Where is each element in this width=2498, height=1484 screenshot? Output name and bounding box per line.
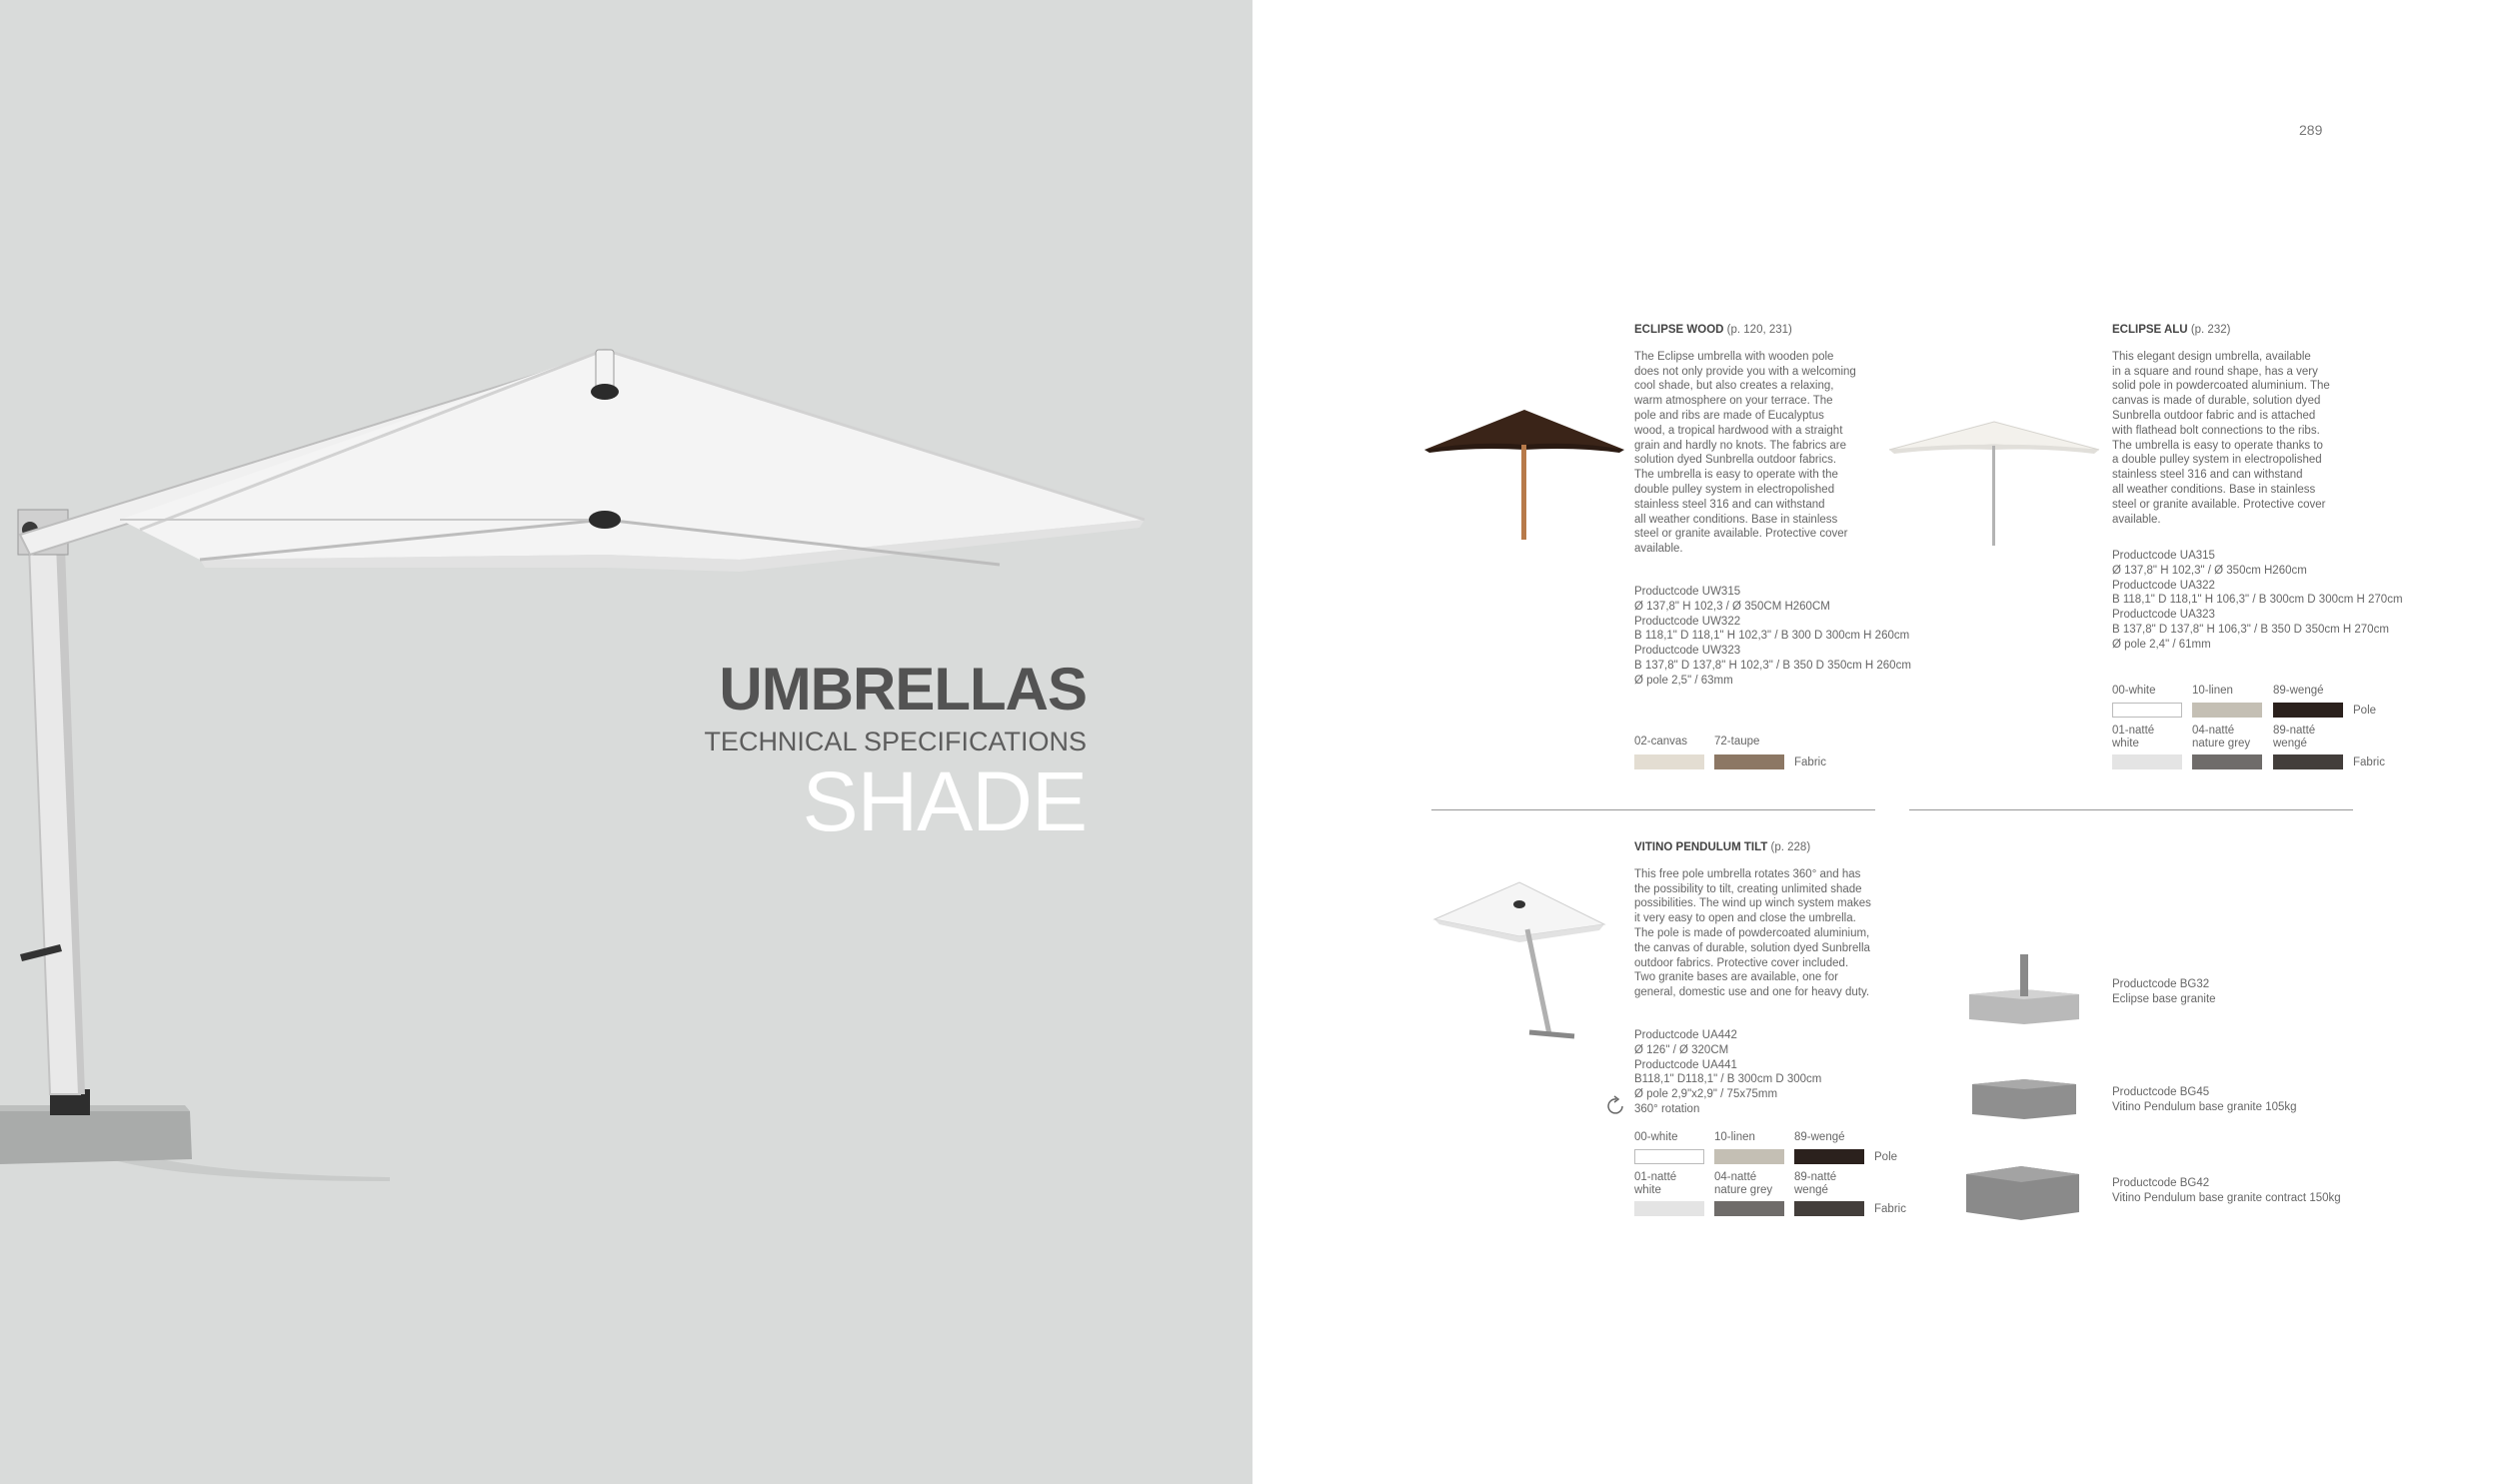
base-bg42-name: Vitino Pendulum base granite contract 150kg	[2112, 1191, 2341, 1204]
hero-title: UMBRELLAS	[719, 656, 1087, 723]
vitino-fabric-swatch-white	[1634, 1201, 1704, 1216]
page-number: 289	[2299, 122, 2323, 138]
eclipse-wood-fabric-label: Fabric	[1794, 756, 1826, 768]
vitino-fabric-swatch-wenge	[1794, 1201, 1864, 1216]
base-bg45-text	[2112, 1085, 2412, 1115]
base-bg45-name: Vitino Pendulum base granite 105kg	[2112, 1100, 2297, 1113]
vitino-pole-swatch-label-1: 10-linen	[1714, 1131, 1755, 1143]
eclipse-wood-fabric-swatch-taupe	[1714, 754, 1784, 769]
vitino-pole-swatch-linen	[1714, 1149, 1784, 1164]
eclipse-alu-fabric-swatch-label-0: 01-natté white	[2112, 725, 2155, 749]
vitino-fabric-swatch-label-0: 01-natté white	[1634, 1171, 1677, 1196]
eclipse-wood-name: ECLIPSE WOOD	[1634, 324, 1724, 336]
base-bg32-name: Eclipse base granite	[2112, 992, 2216, 1005]
base-bg45-code: Productcode BG45	[2112, 1086, 2210, 1098]
base-bg42-code: Productcode BG42	[2112, 1177, 2210, 1189]
eclipse-alu-pole-swatch-wenge	[2273, 703, 2343, 718]
hero-title-block	[704, 656, 1087, 848]
eclipse-alu-pole-swatch-linen	[2192, 703, 2262, 718]
vitino-description: This free pole umbrella rotates 360° and has the possibility to tilt, creating unlimited shade possibilities. The wind up winch system makes it very easy to open and close the umbrella. The pole is made of powdercoated aluminium, the canvas of durable, solution dyed Sunbrella outdoor fabrics. Protective cover included. Two granite bases are available, one for general, domestic use and one for heavy duty.	[1634, 867, 1871, 999]
vitino-name: VITINO PENDULUM TILT	[1634, 841, 1768, 853]
vitino-pole-label: Pole	[1874, 1151, 1898, 1163]
base-bg32-text	[2112, 977, 2412, 1007]
section-divider-left	[1431, 809, 1875, 810]
base-bg42-text	[2112, 1176, 2452, 1206]
eclipse-wood-codes: Productcode UW315 Ø 137,8" H 102,3 / Ø 350CM H260CM Productcode UW322 B 118,1" D 118,1" H 102,3" / B 300 D 300cm H 260cm Productcode UW323 B 137,8" D 137,8" H 102,3" / B 350 D 350cm H 260cm Ø pole 2,5" / 63mm	[1634, 586, 1911, 687]
base-bg32-code: Productcode BG32	[2112, 978, 2210, 990]
vitino-codes: Productcode UA442 Ø 126" / Ø 320CM Productcode UA441 B118,1" D118,1" / B 300cm D 300cm Ø pole 2,9"x2,9" / 75x75mm 360° rotation	[1634, 1029, 1822, 1115]
eclipse-alu-name: ECLIPSE ALU	[2112, 324, 2188, 336]
rotation-icon	[1605, 1095, 1627, 1117]
eclipse-alu-umbrella-image	[1884, 410, 2104, 550]
eclipse-alu-pole-swatch-label-1: 10-linen	[2192, 685, 2233, 697]
vitino-fabric-swatch-nature-grey	[1714, 1201, 1784, 1216]
eclipse-alu-pages: (p. 232)	[2190, 324, 2231, 336]
eclipse-wood-umbrella-image	[1414, 405, 1634, 545]
vitino-pole-swatch-wenge	[1794, 1149, 1864, 1164]
vitino-pole-swatch-label-0: 00-white	[1634, 1131, 1678, 1143]
eclipse-alu-fabric-swatch-label-1: 04-natté nature grey	[2192, 725, 2251, 749]
section-divider-right	[1909, 809, 2353, 810]
eclipse-alu-fabric-swatch-wenge	[2273, 754, 2343, 769]
vitino-umbrella-image	[1429, 874, 1609, 1044]
eclipse-alu-text	[2112, 323, 2412, 527]
eclipse-alu-pole-swatch-label-0: 00-white	[2112, 685, 2156, 697]
vitino-pole-swatch-white	[1634, 1149, 1704, 1164]
eclipse-alu-fabric-swatch-white	[2112, 754, 2182, 769]
eclipse-alu-fabric-label: Fabric	[2353, 756, 2385, 768]
eclipse-wood-fabric-swatch-canvas	[1634, 754, 1704, 769]
eclipse-wood-pages: (p. 120, 231)	[1726, 324, 1792, 336]
base-bg42-image	[1961, 1154, 2086, 1224]
base-bg32-image	[1964, 949, 2084, 1029]
hero-section: SHADE	[802, 753, 1087, 848]
hero-subtitle: TECHNICAL SPECIFICATIONS	[704, 727, 1087, 756]
eclipse-alu-pole-swatch-label-2: 89-wengé	[2273, 685, 2324, 697]
eclipse-alu-description: This elegant design umbrella, available in a square and round shape, has a very solid pole in powdercoated aluminium. The canvas is made of durable, solution dyed Sunbrella outdoor fabric and is attached with flathead bolt connections to the ribs. The umbrella is easy to operate thanks to a double pulley system in electropolished stainless steel 316 and can withstand all weather conditions. Base in stainless steel or granite available. Protective cover available.	[2112, 350, 2330, 526]
vitino-text	[1634, 840, 1934, 1000]
vitino-fabric-label: Fabric	[1874, 1203, 1906, 1215]
eclipse-alu-fabric-swatch-label-2: 89-natté wengé	[2273, 725, 2316, 749]
vitino-pole-swatch-label-2: 89-wengé	[1794, 1131, 1845, 1143]
base-bg45-image	[1964, 1069, 2084, 1129]
eclipse-alu-codes: Productcode UA315 Ø 137,8" H 102,3" / Ø 350cm H260cm Productcode UA322 B 118,1" D 118,1" H 106,3" / B 300cm D 300cm H 270cm Productcode UA323 B 137,8" D 137,8" H 106,3" / B 350 D 350cm H 270cm Ø pole 2,4" / 61mm	[2112, 550, 2403, 651]
vitino-pages: (p. 228)	[1770, 841, 1811, 853]
vitino-fabric-swatch-label-2: 89-natté wengé	[1794, 1171, 1837, 1196]
eclipse-wood-fabric-swatch-label-0: 02-canvas	[1634, 736, 1688, 747]
eclipse-alu-fabric-swatch-nature-grey	[2192, 754, 2262, 769]
eclipse-alu-pole-label: Pole	[2353, 705, 2377, 717]
eclipse-alu-pole-swatch-white	[2112, 703, 2182, 718]
eclipse-wood-description: The Eclipse umbrella with wooden pole does not only provide you with a welcoming cool shade, but also creates a relaxing, warm atmosphere on your terrace. The pole and ribs are made of Eucalyptus wood, a tropical hardwood with a straight grain and hardly no knots. The fabrics are solution dyed Sunbrella outdoor fabrics. The umbrella is easy to operate with the double pulley system in electropolished stainless steel 316 and can withstand all weather conditions. Base in stainless steel or granite available. Protective cover available.	[1634, 350, 1856, 556]
vitino-fabric-swatch-label-1: 04-natté nature grey	[1714, 1171, 1773, 1196]
eclipse-wood-fabric-swatch-label-1: 72-taupe	[1714, 736, 1760, 747]
